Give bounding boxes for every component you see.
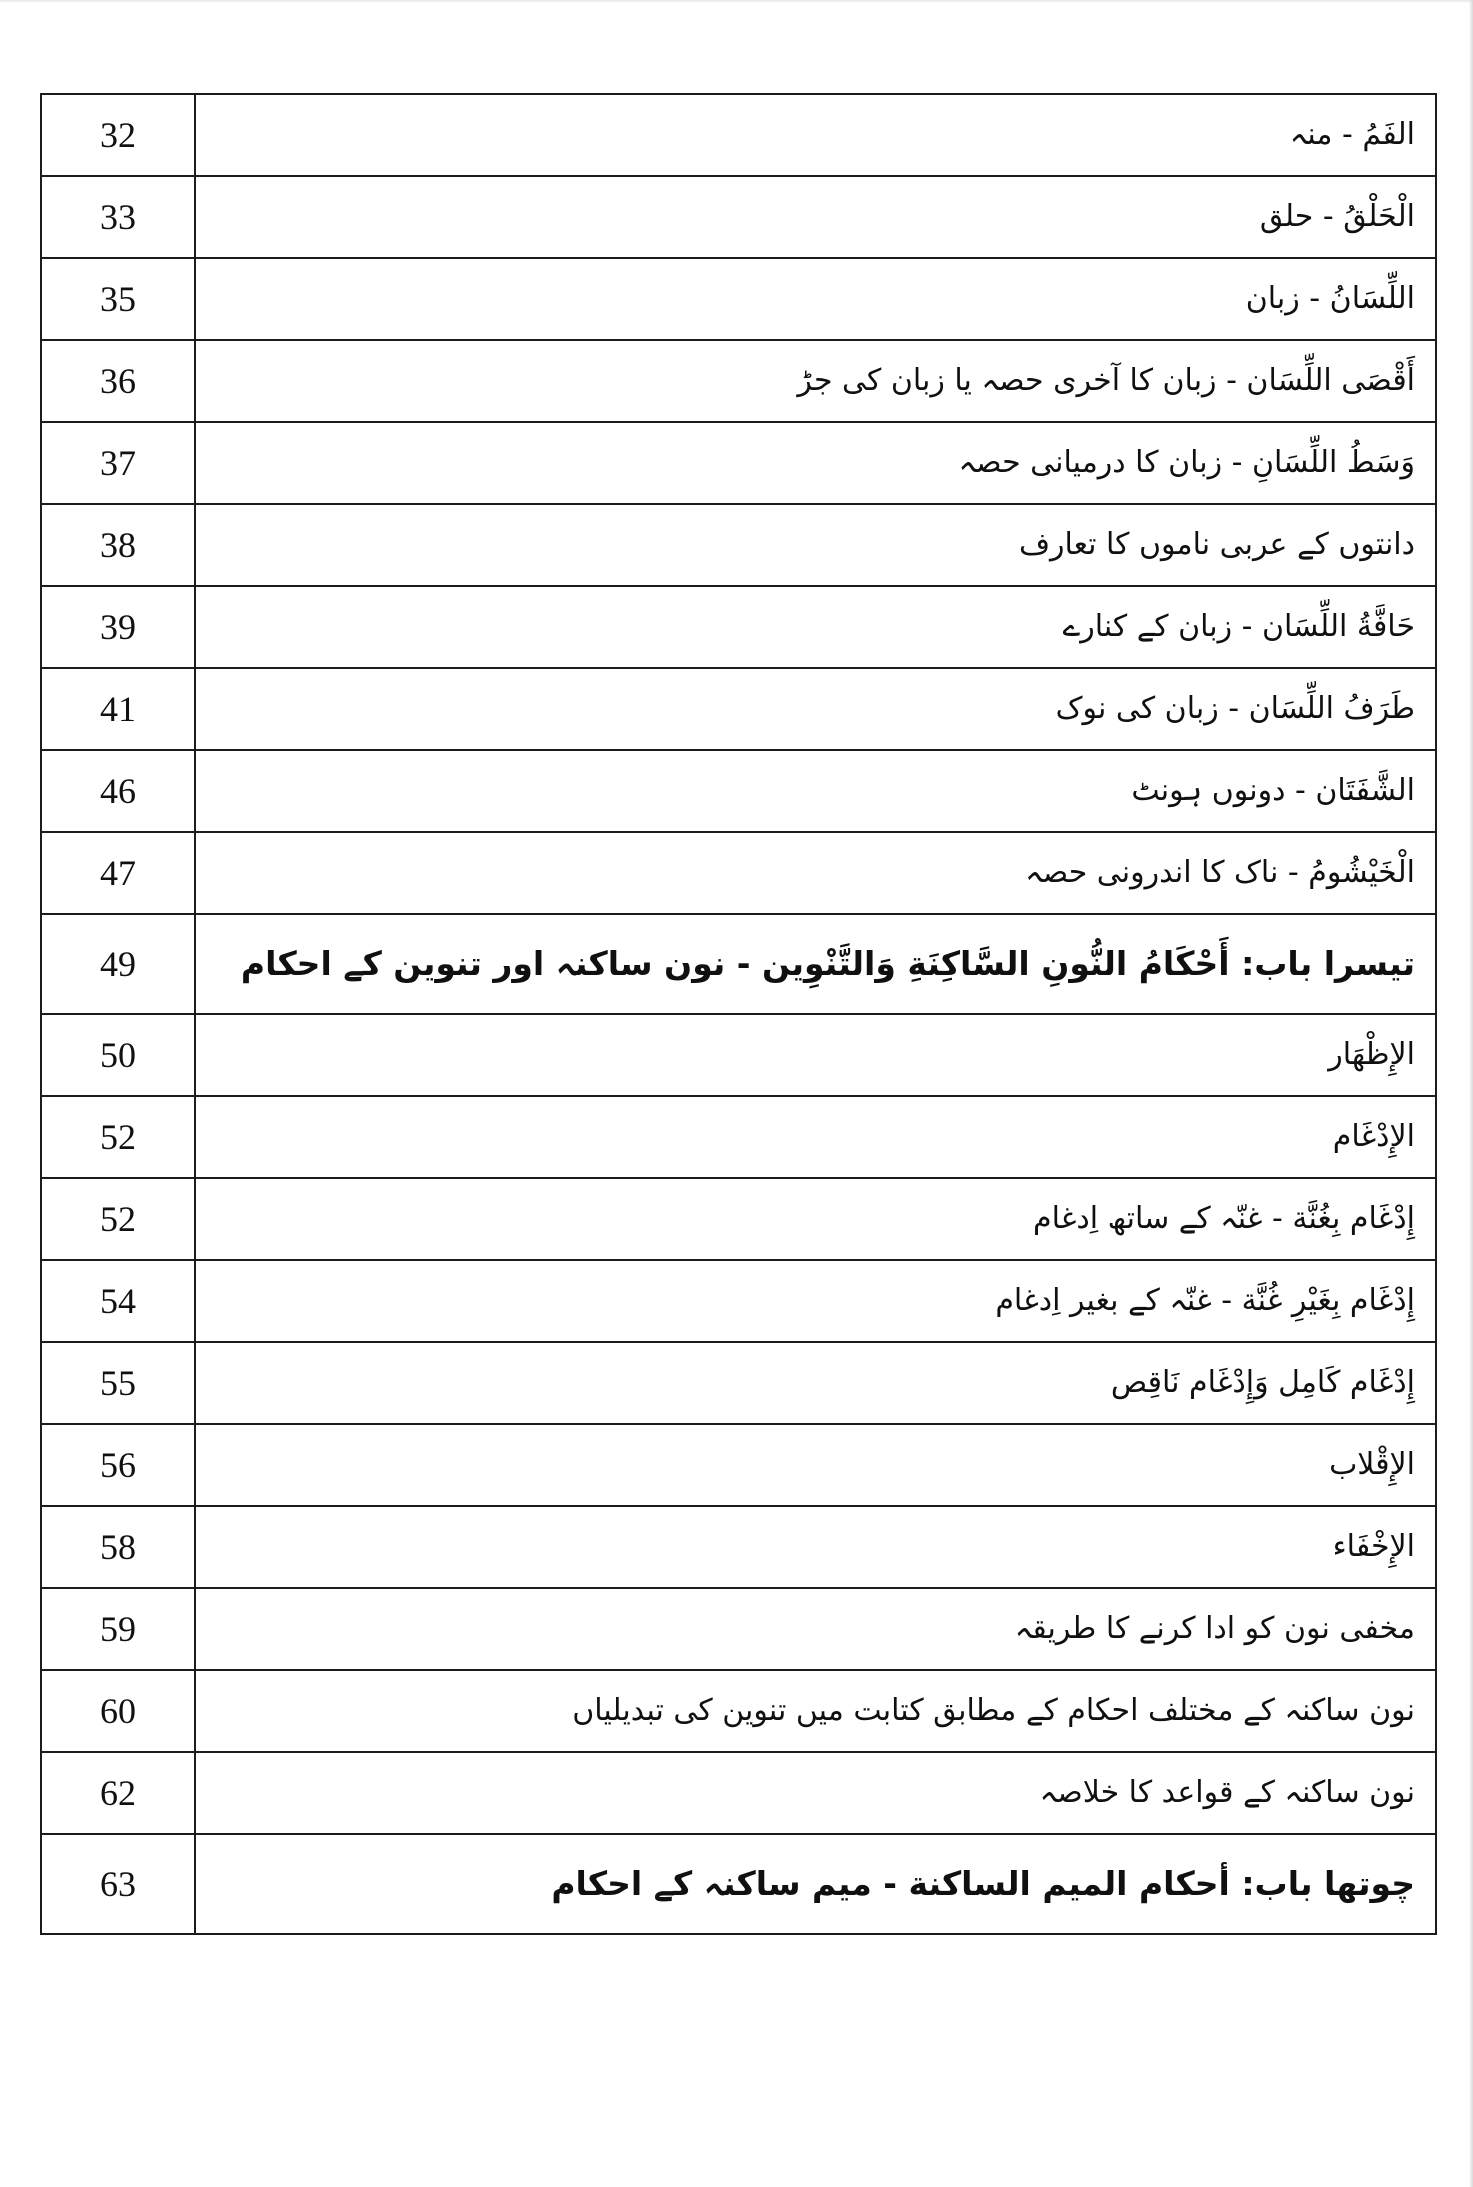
page-number: 37 xyxy=(41,422,195,504)
page-number: 60 xyxy=(41,1670,195,1752)
table-row xyxy=(41,586,1436,668)
entry-text: الإِخْفَاء xyxy=(195,1506,1436,1588)
entry-text: دانتوں کے عربی ناموں کا تعارف xyxy=(195,504,1436,586)
page-number: 35 xyxy=(41,258,195,340)
entry-text: حَافَّةُ اللِّسَان - زبان کے کنارے xyxy=(195,586,1436,668)
entry-text: چوتھا باب: أحكام الميم الساكنة - میم ساکنہ کے احکام xyxy=(195,1834,1436,1934)
entry-text: الإِدْغَام xyxy=(195,1096,1436,1178)
page-number: 52 xyxy=(41,1096,195,1178)
table-row xyxy=(41,422,1436,504)
page-number: 47 xyxy=(41,832,195,914)
page-number: 41 xyxy=(41,668,195,750)
entry-text: الإِقْلاب xyxy=(195,1424,1436,1506)
scan-artifact-top xyxy=(0,0,1473,3)
page-number: 38 xyxy=(41,504,195,586)
table-row xyxy=(41,668,1436,750)
entry-text: الْحَلْقُ - حلق xyxy=(195,176,1436,258)
table-row xyxy=(41,1752,1436,1834)
page-number: 56 xyxy=(41,1424,195,1506)
page-number: 39 xyxy=(41,586,195,668)
entry-text: مخفی نون کو ادا کرنے کا طریقہ xyxy=(195,1588,1436,1670)
entry-text: نون ساکنہ کے قواعد کا خلاصہ xyxy=(195,1752,1436,1834)
entry-text: الإِظْهَار xyxy=(195,1014,1436,1096)
page-number: 62 xyxy=(41,1752,195,1834)
page-number: 55 xyxy=(41,1342,195,1424)
table-row xyxy=(41,1014,1436,1096)
page-number: 50 xyxy=(41,1014,195,1096)
page-number: 63 xyxy=(41,1834,195,1934)
table-row xyxy=(41,258,1436,340)
table-row xyxy=(41,914,1436,1014)
table-row xyxy=(41,1670,1436,1752)
table-row xyxy=(41,750,1436,832)
page-number: 54 xyxy=(41,1260,195,1342)
page-number: 46 xyxy=(41,750,195,832)
entry-text: الشَّفَتَان - دونوں ہونٹ xyxy=(195,750,1436,832)
entry-text: نون ساکنہ کے مختلف احکام کے مطابق کتابت میں تنوین کی تبدیلیاں xyxy=(195,1670,1436,1752)
scan-artifact-right xyxy=(1469,0,1473,2187)
entry-text: الْخَيْشُومُ - ناک کا اندرونی حصہ xyxy=(195,832,1436,914)
table-row xyxy=(41,94,1436,176)
entry-text: طَرَفُ اللِّسَان - زبان کی نوک xyxy=(195,668,1436,750)
table-row xyxy=(41,1424,1436,1506)
entry-text: وَسَطُ اللِّسَانِ - زبان کا درمیانی حصہ xyxy=(195,422,1436,504)
entry-text: أَقْصَى اللِّسَان - زبان کا آخری حصہ یا زبان کی جڑ xyxy=(195,340,1436,422)
entry-text: إِدْغَام كَامِل وَإِدْغَام نَاقِص xyxy=(195,1342,1436,1424)
table-row xyxy=(41,1834,1436,1934)
table-row xyxy=(41,176,1436,258)
page-number: 52 xyxy=(41,1178,195,1260)
table-row xyxy=(41,1096,1436,1178)
entry-text: إِدْغَام بِغُنَّة - غنّہ کے ساتھ اِدغام xyxy=(195,1178,1436,1260)
table-row xyxy=(41,1260,1436,1342)
table-row xyxy=(41,1178,1436,1260)
entry-text: اللِّسَانُ - زبان xyxy=(195,258,1436,340)
entry-text: الفَمُ - منہ xyxy=(195,94,1436,176)
table-row xyxy=(41,1506,1436,1588)
table-row xyxy=(41,1588,1436,1670)
table-row xyxy=(41,1342,1436,1424)
page-number: 32 xyxy=(41,94,195,176)
table-row xyxy=(41,832,1436,914)
page-number: 36 xyxy=(41,340,195,422)
entry-text: تیسرا باب: أَحْكَامُ النُّونِ السَّاكِنَةِ وَالتَّنْوِين - نون ساکنہ اور تنوین کے احکام xyxy=(195,914,1436,1014)
page-number: 59 xyxy=(41,1588,195,1670)
table-row xyxy=(41,504,1436,586)
page-number: 49 xyxy=(41,914,195,1014)
page-number: 33 xyxy=(41,176,195,258)
page-number: 58 xyxy=(41,1506,195,1588)
entry-text: إِدْغَام بِغَيْرِ غُنَّة - غنّہ کے بغیر اِدغام xyxy=(195,1260,1436,1342)
toc-table xyxy=(40,93,1437,1935)
table-row xyxy=(41,340,1436,422)
